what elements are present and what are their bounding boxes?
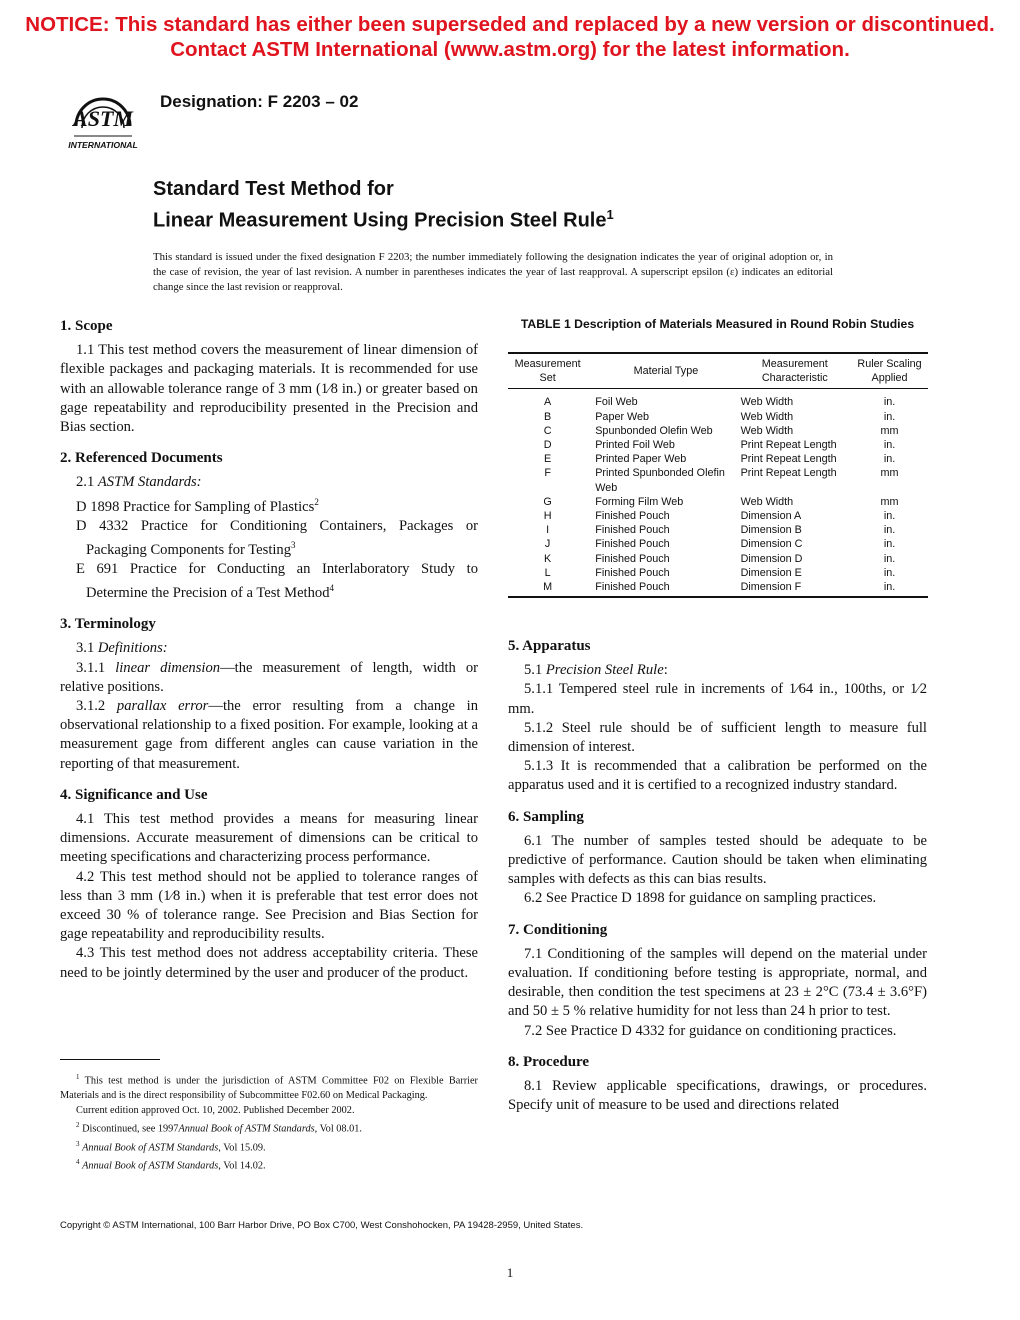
notice-line-2: Contact ASTM International (www.astm.org) for the latest information. xyxy=(170,38,850,61)
section-heading-procedure: 8. Procedure xyxy=(508,1053,590,1070)
table-row: B Paper Web Web Width in. xyxy=(544,410,896,423)
paragraph-8-1: 8.1 Review applicable specifications, drawings, or procedures. Specify unit of measure to be used and directions related xyxy=(508,1078,927,1114)
section-heading-references: 2. Referenced Documents xyxy=(60,450,223,467)
paragraph-5-1: 5.1 Precision Steel Rule: xyxy=(524,662,668,679)
paragraph-5-1-1: 5.1.1 Tempered steel rule in increments of 1⁄64 in., 100ths, or 1⁄2 mm. xyxy=(508,681,928,717)
paragraph-6-1: 6.1 The number of samples tested should be adequate to be predictive of performance. Caution should be taken when eliminating samples with defects as this can bias results. xyxy=(508,832,927,888)
title-line-1: Standard Test Method for xyxy=(153,178,394,200)
table-row: K Finished Pouch Dimension D in. xyxy=(544,552,896,565)
astm-logo xyxy=(60,86,146,152)
paragraph-7-2: 7.2 See Practice D 4332 for guidance on conditioning practices. xyxy=(524,1022,897,1039)
table-row: I Finished Pouch Dimension B in. xyxy=(546,524,896,537)
footnote-2: $^2$ Discontinued, see 1997Annual Book of ASTM Standards, Vol 08.01. xyxy=(76,1121,363,1135)
table-row: A Foil Web Web Width in. xyxy=(544,396,896,409)
paragraph-4-3: 4.3 This test method does not address acceptability criteria. These need to be jointly determined by the user and producer of the product. xyxy=(60,945,478,981)
footnote-1b: Current edition approved Oct. 10, 2002. Published December 2002. xyxy=(76,1105,355,1117)
section-heading-scope: 1. Scope xyxy=(60,318,113,334)
paragraph-3-1: 3.1 Definitions: xyxy=(76,640,168,657)
table-header: Measurement Set xyxy=(508,353,587,389)
table-row: J Finished Pouch Dimension C in. xyxy=(544,538,896,551)
table-row: C Spunbonded Olefin Web Web Width mm xyxy=(543,424,899,437)
section-heading-significance: 4. Significance and Use xyxy=(60,786,208,803)
paragraph-1-1: 1.1 This test method covers the measurement of linear dimension of flexible packages and packaging materials. It is recommended for use with an allowable tolerance range of 3 mm (1⁄8 in.) or greater based on gage repeatability and reproducibility presented in the Precision and Bias section. xyxy=(60,342,478,436)
table-header: Material Type xyxy=(587,353,738,389)
page-number: 1 xyxy=(506,1265,514,1280)
paragraph-6-2: 6.2 See Practice D 1898 for guidance on sampling practices. xyxy=(524,890,877,907)
section-heading-conditioning: 7. Conditioning xyxy=(508,921,608,938)
table-header: Ruler Scaling Applied xyxy=(851,353,928,389)
supersession-notice xyxy=(0,12,1020,62)
table-header-row xyxy=(508,353,928,389)
paragraph-7-1: 7.1 Conditioning of the samples will depend on the material under evaluation. If conditioning before testing is appropriate, normal, and desirable, then condition the test specimens at 23 ± 2°C (73.4 ± 3.6°F) and 50 ± 5 % relative humidity for not less than 24 h prior to test. xyxy=(508,945,927,1020)
paragraph-3-1-2: 3.1.2 parallax error—the error resulting from a change in observational relationship to a fixed position. For example, looking at a measurement gage from different angles can cause variation in the reporting of that measurement. xyxy=(60,698,478,772)
section-heading-sampling: 6. Sampling xyxy=(508,808,584,825)
footnote-3: $^3$ Annual Book of ASTM Standards, Vol 15.09. xyxy=(76,1139,266,1154)
paragraph-5-1-3: 5.1.3 It is recommended that a calibration be performed on the apparatus used and it is certified to a recognized industry standard. xyxy=(508,758,927,794)
notice-line-1: NOTICE: This standard has either been superseded and replaced by a new version or discontinued. xyxy=(25,13,995,36)
footnote-rule xyxy=(60,1059,160,1060)
footnote-1: $^1$ This test method is under the jurisdiction of ASTM Committee F02 on Flexible Barrier Materials and is the direct responsibility of Subcommittee F02.60 on Medical Packaging. xyxy=(60,1073,478,1102)
reference-d1898: D 1898 Practice for Sampling of Plastics$^2$ xyxy=(76,496,319,515)
table-row: F Printed Spunbonded Olefin Web Print Repeat Length mm xyxy=(544,467,899,494)
paragraph-4-2: 4.2 This test method should not be applied to tolerance ranges of less than 3 mm (1⁄8 in.) when it is preferable that test error does not exceed 30 % of tolerance range. See Precision and Bias Section for gage repeatability and reproducibility results. xyxy=(60,868,478,943)
logo-mark: ASTM xyxy=(73,106,133,131)
paragraph-3-1-1: 3.1.1 linear dimension—the measurement of length, width or relative positions. xyxy=(60,659,478,695)
paragraph-2-1: 2.1 ASTM Standards: xyxy=(76,474,202,491)
section-heading-terminology: 3. Terminology xyxy=(60,616,156,633)
footnote-4: $^4$ Annual Book of ASTM Standards, Vol 14.02. xyxy=(76,1158,266,1172)
title-footnote-ref: 1 xyxy=(606,207,614,222)
paragraph-4-1: 4.1 This test method provides a means for measuring linear dimensions. Accurate measurement of dimensions can be critical to meeting specifications and characterizing process performance. xyxy=(60,811,478,866)
table-caption: TABLE 1 Description of Materials Measured in Round Robin Studies xyxy=(520,317,915,331)
section-heading-apparatus: 5. Apparatus xyxy=(508,638,591,654)
footnotes xyxy=(60,1070,478,1174)
table-row: L Finished Pouch Dimension E in. xyxy=(544,566,896,579)
document-title xyxy=(153,177,614,234)
table-row: E Printed Paper Web Print Repeat Length in. xyxy=(544,453,896,466)
materials-table xyxy=(508,352,928,598)
table-row: G Forming Film Web Web Width mm xyxy=(543,495,899,508)
title-line-2: Linear Measurement Using Precision Steel Rule xyxy=(153,209,607,232)
table-row: M Finished Pouch Dimension F in. xyxy=(508,580,928,597)
copyright-line: Copyright © ASTM International, 100 Barr Harbor Drive, PO Box C700, West Conshohocken, PA 19428-2959, United States. xyxy=(60,1220,584,1231)
designation: Designation: F 2203 – 02 xyxy=(160,92,359,111)
logo-caption: INTERNATIONAL xyxy=(68,140,138,150)
issuance-statement: This standard is issued under the fixed designation F 2203; the number immediately following the designation indicates the year of original adoption or, in the case of revision, the year of last revision. A number in parentheses indicates the year of last reapproval. A superscript epsilon (ε) indicates an editorial change since the last revision or reapproval. xyxy=(153,251,833,294)
reference-d4332: D 4332 Practice for Conditioning Containers, Packages or Packaging Components for Testing$^3$ xyxy=(76,517,478,558)
table-row: D Printed Foil Web Print Repeat Length in. xyxy=(543,439,896,452)
paragraph-5-1-2: 5.1.2 Steel rule should be of sufficient length to measure full dimension of interest. xyxy=(508,719,927,756)
table-row: H Finished Pouch Dimension A in. xyxy=(543,510,896,523)
reference-e691: E 691 Practice for Conducting an Interlaboratory Study to Determine the Precision of a Test Method$^4$ xyxy=(76,560,478,602)
right-column xyxy=(508,637,927,1115)
table-header: Measurement Characteristic xyxy=(739,353,851,389)
left-column xyxy=(60,317,478,983)
